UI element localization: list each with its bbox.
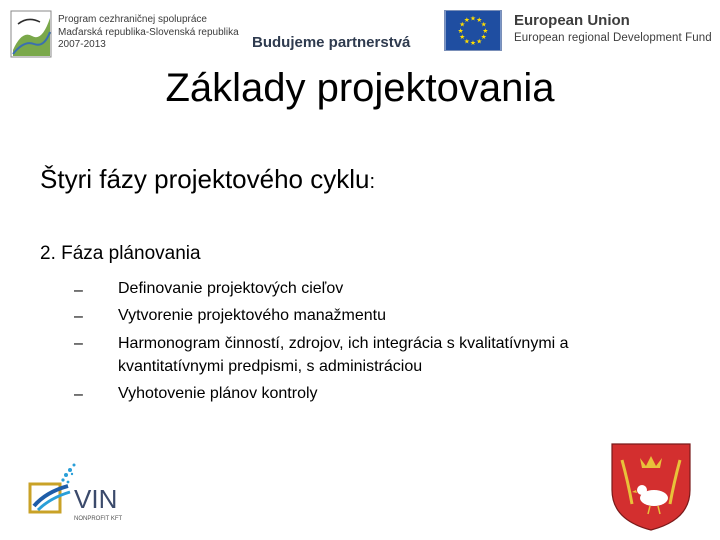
coat-of-arms-icon bbox=[610, 442, 692, 532]
eu-star-icon: ★ bbox=[470, 14, 476, 23]
eu-subtitle: European regional Development Fund bbox=[514, 32, 712, 44]
slogan: Budujeme partnerstvá bbox=[252, 34, 411, 51]
eu-star-icon: ★ bbox=[457, 26, 464, 35]
program-text bbox=[58, 14, 239, 52]
section-subtitle bbox=[40, 164, 375, 195]
vin-logo-icon bbox=[28, 462, 148, 528]
vin-name: VIN bbox=[74, 484, 118, 514]
program-line: Program cezhraničnej spolupráce bbox=[58, 14, 207, 25]
bullet-dash: – bbox=[74, 386, 83, 403]
eu-star-icon: ★ bbox=[482, 26, 489, 35]
eu-star-icon: ★ bbox=[459, 33, 466, 42]
list-item: Harmonogram činností, zdrojov, ich integrácia s kvalitatívnymi a bbox=[118, 335, 569, 352]
page-title: Základy projektovania bbox=[165, 66, 555, 110]
program-line: Maďarská republika-Slovenská republika bbox=[58, 26, 239, 38]
eu-star-icon: ★ bbox=[476, 37, 483, 46]
bullet-dash: – bbox=[74, 282, 83, 299]
bullet-dash: – bbox=[74, 335, 83, 352]
list-item: Vyhotovenie plánov kontroly bbox=[118, 385, 318, 402]
eu-star-icon: ★ bbox=[463, 16, 470, 25]
eu-title: European Union bbox=[514, 12, 630, 29]
subtitle-text: Štyri fázy projektového cyklu bbox=[40, 164, 370, 194]
eu-star-icon: ★ bbox=[470, 39, 476, 48]
phase-heading: 2. Fáza plánovania bbox=[40, 243, 201, 264]
eu-star-icon: ★ bbox=[476, 16, 483, 25]
eu-star-icon: ★ bbox=[480, 20, 487, 29]
subtitle-colon: : bbox=[369, 171, 376, 193]
bullet-dash: – bbox=[74, 308, 83, 325]
eu-star-icon: ★ bbox=[480, 33, 487, 42]
list-item: Definovanie projektových cieľov bbox=[118, 280, 344, 297]
program-line: 2007-2013 bbox=[58, 39, 106, 50]
vin-tagline: NONPROFIT KFT bbox=[74, 516, 123, 522]
program-logo-icon bbox=[10, 10, 52, 58]
list-item: kvantitatívnymi predpismi, s administráciou bbox=[118, 358, 423, 375]
eu-flag-icon bbox=[444, 10, 502, 51]
list-item: Vytvorenie projektového manažmentu bbox=[118, 307, 386, 324]
eu-star-icon: ★ bbox=[459, 20, 466, 29]
eu-star-icon: ★ bbox=[463, 37, 470, 46]
